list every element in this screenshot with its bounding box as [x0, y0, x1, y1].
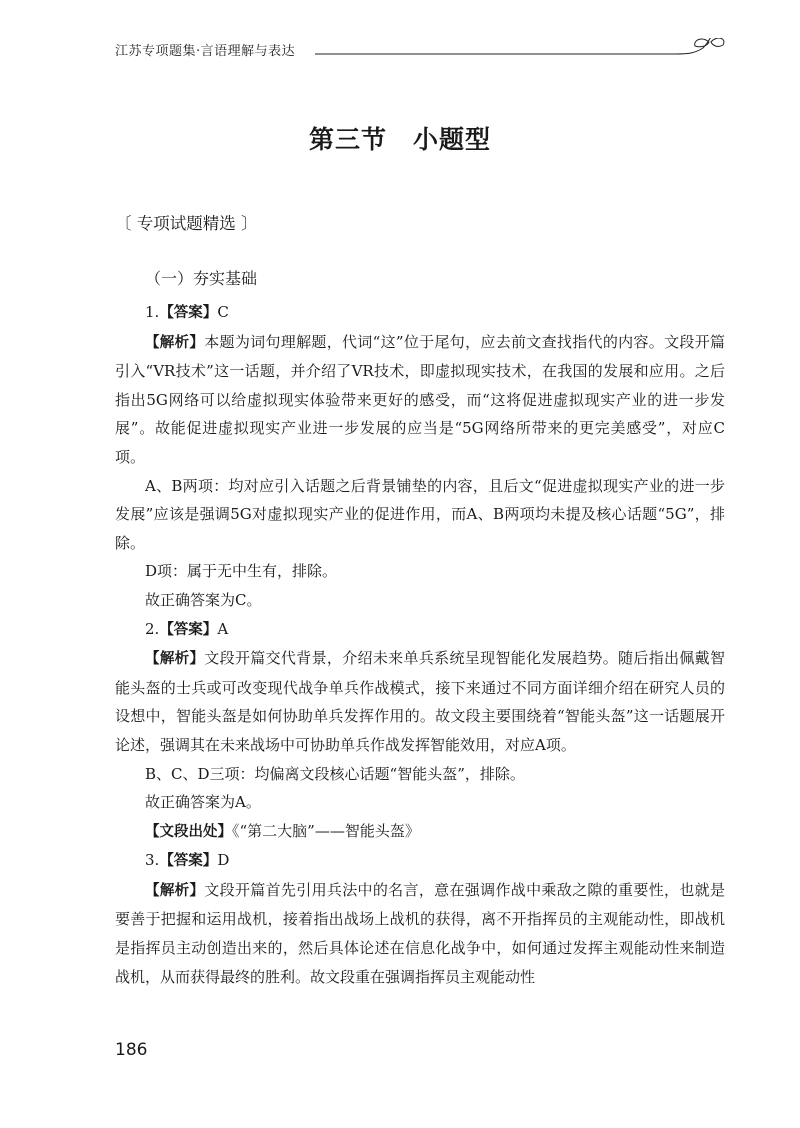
q2-answer-line: 2.【答案】A — [145, 619, 229, 638]
q2-final-answer: 故正确答案为A。 — [145, 793, 261, 812]
q1-final-answer: 故正确答案为C。 — [145, 590, 262, 609]
q1-option-d: D项：属于无中生有，排除。 — [145, 562, 338, 581]
running-header — [115, 38, 725, 68]
q1-answer-line: 1.【答案】C — [145, 303, 229, 321]
answer-explanations — [115, 298, 725, 991]
section-heading: 〔 专项试题精选 〕 — [115, 214, 258, 233]
q2-analysis: 【解析】文段开篇交代背景，介绍未来单兵系统呈现智能化发展趋势。随后指出佩戴智能头盔的士兵或可改变现代战争单兵作战模式，接下来通过不同方面详细介绍在研究人员的设想中，智能头盔是如何协助单兵发挥作用的。故文段主要围绕着“智能头盔”这一话题展开论述，强调其在未来战场中可协助单兵作战发挥智能效用，对应A项。 — [115, 649, 725, 754]
page-title: 第三节 小题型 — [308, 125, 491, 154]
q1-option-ab: A、B两项：均对应引入话题之后背景铺垫的内容，且后文“促进虚拟现实产业的进一步发展”应该是强调5G对虚拟现实产业的促进作用，而A、B两项均未提及核心话题“5G”，排除。 — [115, 476, 725, 552]
page-number: 186 — [115, 1040, 148, 1060]
header-title: 江苏专项题集·言语理解与表达 — [115, 44, 296, 59]
subsection-heading: （一）夯实基础 — [145, 269, 258, 288]
q2-source: 【文段出处】《“第二大脑”——智能头盔》 — [145, 821, 420, 840]
q2-option-bcd: B、C、D三项：均偏离文段核心话题“智能头盔”，排除。 — [145, 764, 525, 783]
q1-analysis: 【解析】本题为词句理解题，代词“这”位于尾句，应去前文查找指代的内容。文段开篇引入“VR技术”这一话题，并介绍了VR技术，即虚拟现实技术，在我国的发展和应用。之后指出5G网络可以给虚拟现实体验带来更好的感受，而“这将促进虚拟现实产业的进一步发展”。故能促进虚拟现实产业进一步发展的应当是“5G网络所带来的更完美感受”，对应C项。 — [115, 332, 726, 466]
q3-answer-line: 3.【答案】D — [145, 851, 230, 870]
q3-analysis: 【解析】文段开篇首先引用兵法中的名言，意在强调作战中乘敌之隙的重要性，也就是要善于把握和运用战机，接着指出战场上战机的获得，离不开指挥员的主观能动性，即战机是指挥员主动创造出来的，然后具体论述在信息化战争中，如何通过发挥主观能动性来制造战机，从而获得最终的胜利。故文段重在强调指挥员主观能动性 — [115, 880, 725, 986]
